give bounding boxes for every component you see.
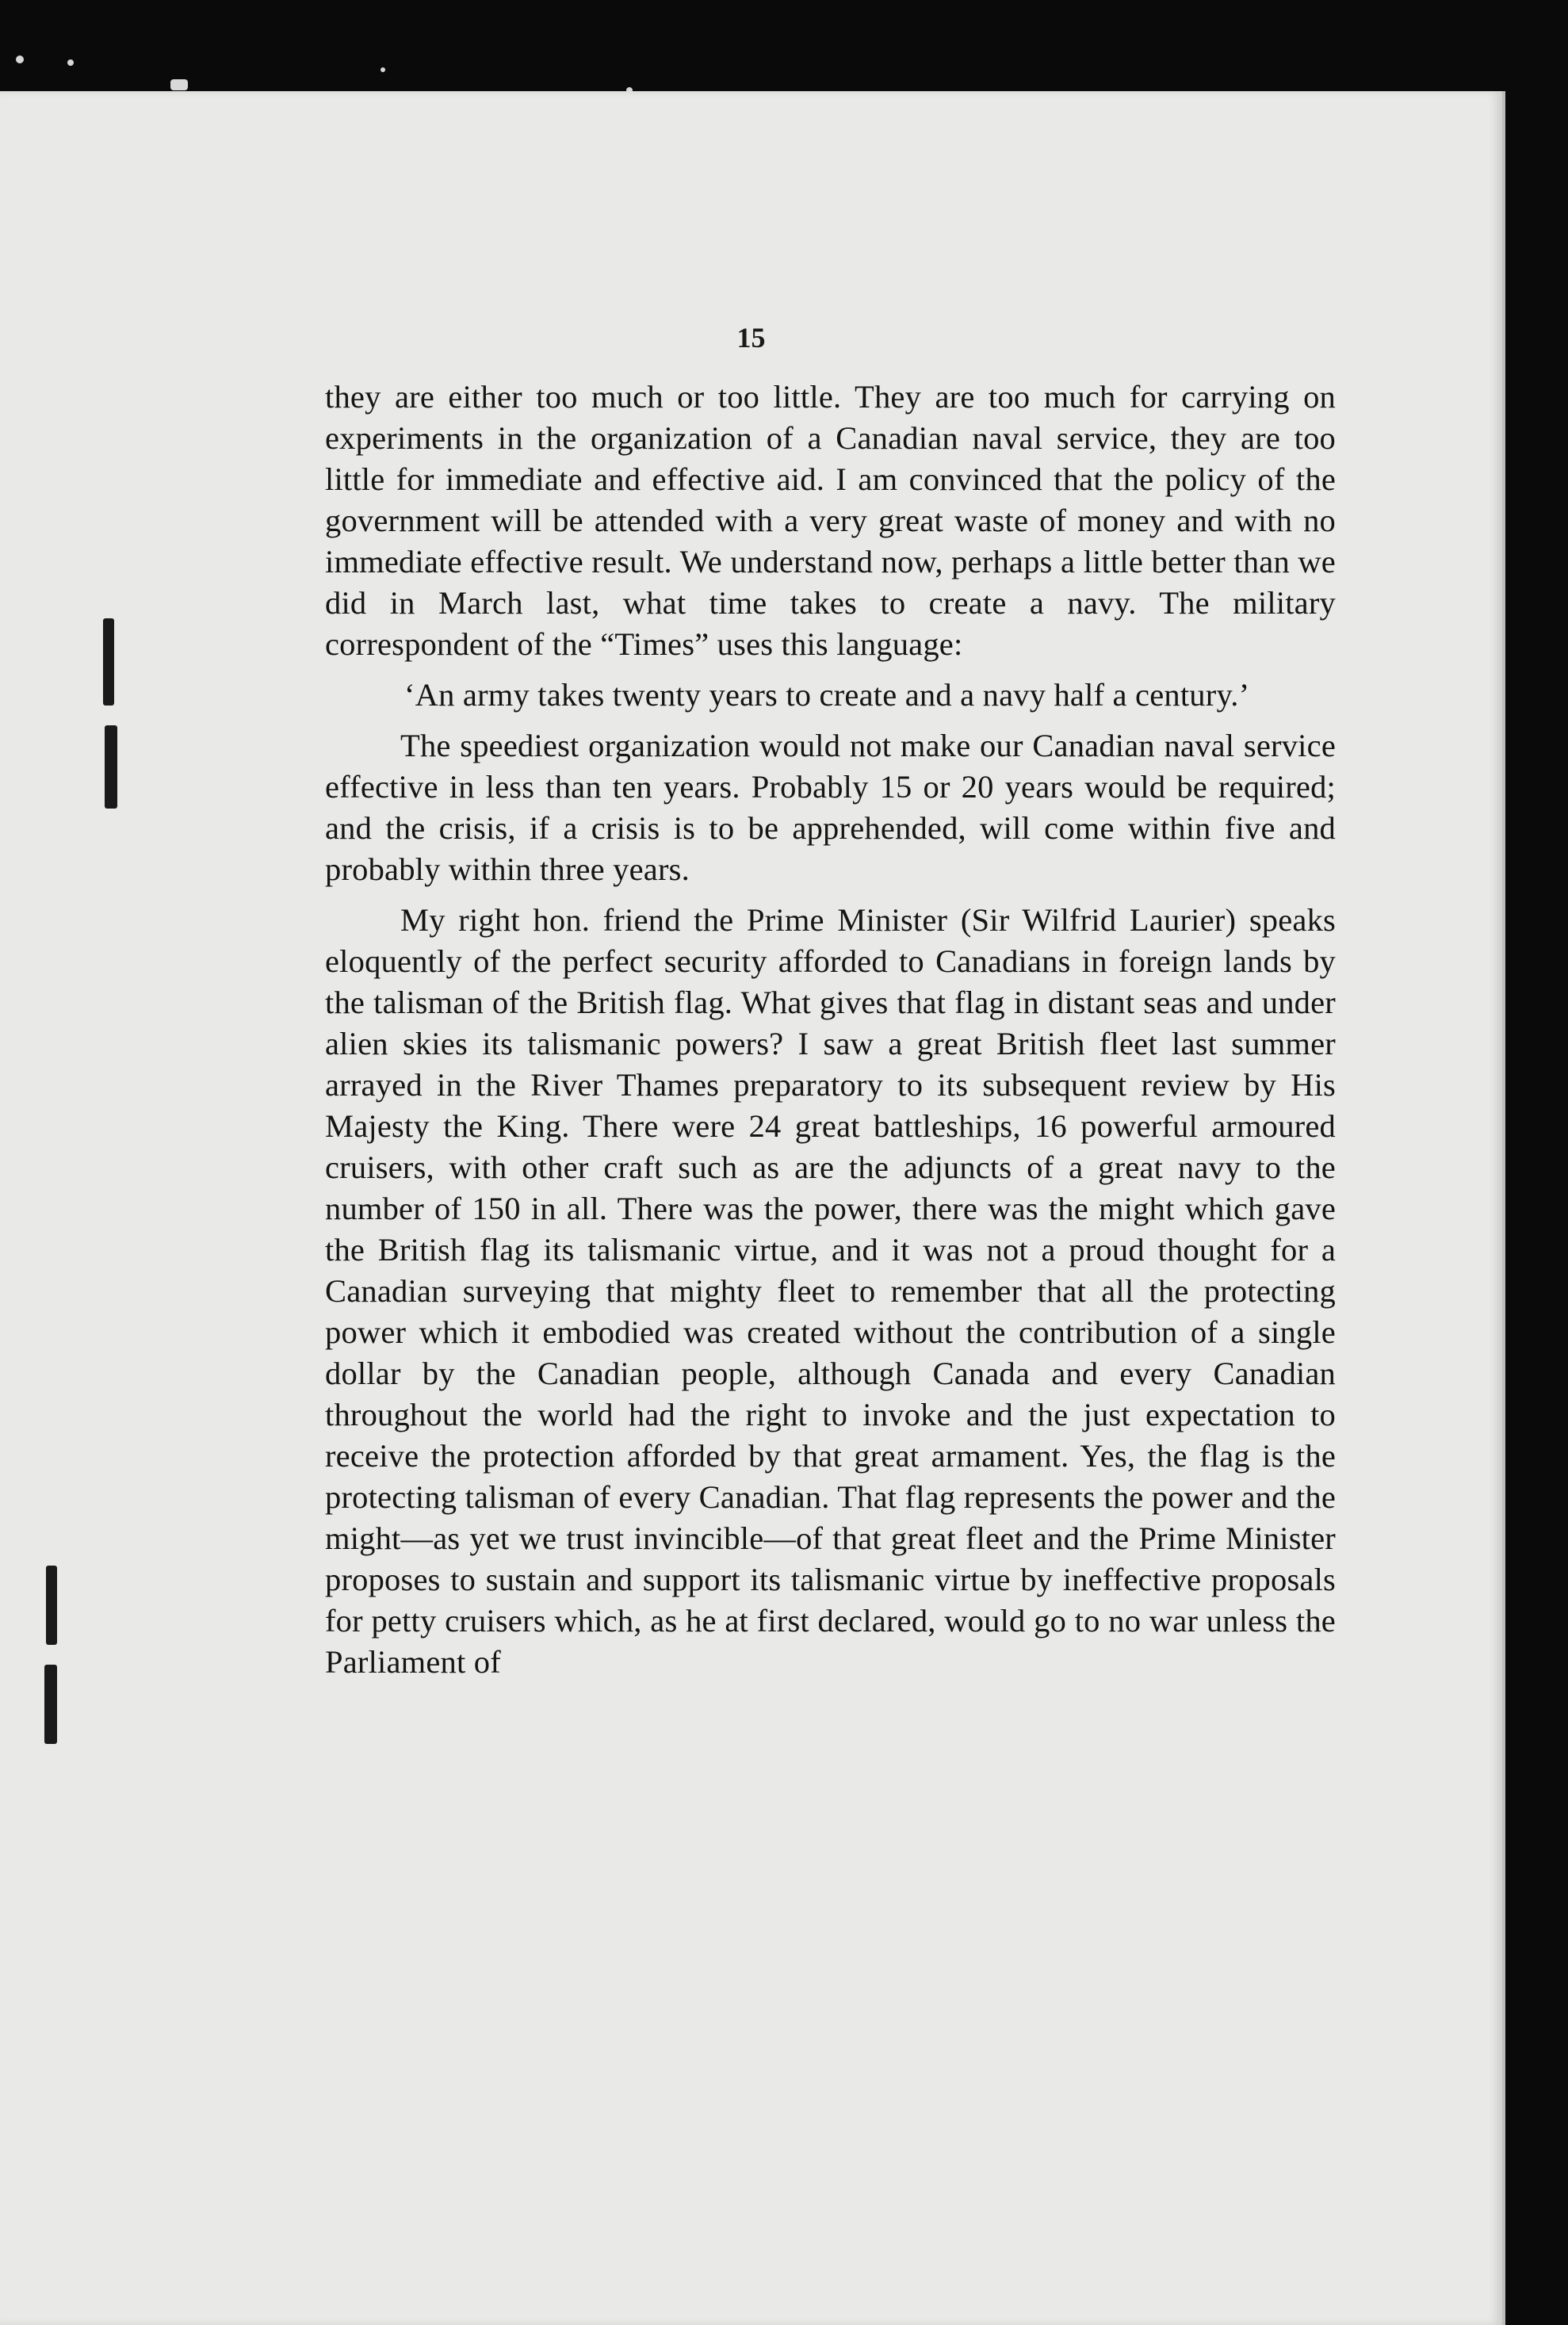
edge-mark <box>103 618 114 706</box>
edge-mark <box>44 1665 57 1744</box>
paragraph: The speediest organization would not make our Canadian naval service effective in less than ten years. Probably 15 or 20 years would be required; and the crisis, if a crisis is to be apprehended, will come within five and probably within three years. <box>325 728 1336 887</box>
binding-marks <box>0 0 238 79</box>
body-text <box>325 377 1336 1692</box>
page-number: 15 <box>736 322 766 354</box>
edge-mark <box>105 725 117 809</box>
edge-mark <box>46 1566 57 1645</box>
paragraph: My right hon. friend the Prime Minister (Sir Wilfrid Laurier) speaks eloquently of the perfect security afforded to Canadians in foreign lands by the talisman of the British flag. What gives that flag in distant seas and under alien skies its talismanic powers? I saw a great British fleet last summer arrayed in the River Thames preparatory to its subsequent review by His Majesty the King. There were 24 great battleships, 16 powerful armoured cruisers, with other craft such as are the adjuncts of a great navy to the number of 150 in all. There was the power, there was the might which gave the British flag its talismanic virtue, and it was not a proud thought for a Canadian surveying that mighty fleet to remember that all the protecting power which it embodied was created without the contribution of a single dollar by the Canadian people, although Canada and every Canadian throughout the world had the right to invoke and the just expectation to receive the protection afforded by that great armament. Yes, the flag is the protecting talisman of every Canadian. That flag represents the power and the might—as yet we trust invincible—of that great fleet and the Prime Minister proposes to sustain and support its talismanic virtue by ineffective proposals for petty cruisers which, as he at first declared, would go to no war unless the Parliament of <box>325 902 1336 1680</box>
book-page <box>0 91 1505 2325</box>
quotation: ‘An army takes twenty years to create and a navy half a century.’ <box>404 677 1250 713</box>
paragraph: they are either too much or too little. They are too much for carrying on experiments in the organization of a Canadian naval service, they are too little for immediate and effective aid. I am convinced that the policy of the government will be attended with a very great waste of money and with no immediate effective result. We understand now, perhaps a little better than we did in March last, what time takes to create a navy. The military correspondent of the “Times” uses this language: <box>325 379 1336 662</box>
